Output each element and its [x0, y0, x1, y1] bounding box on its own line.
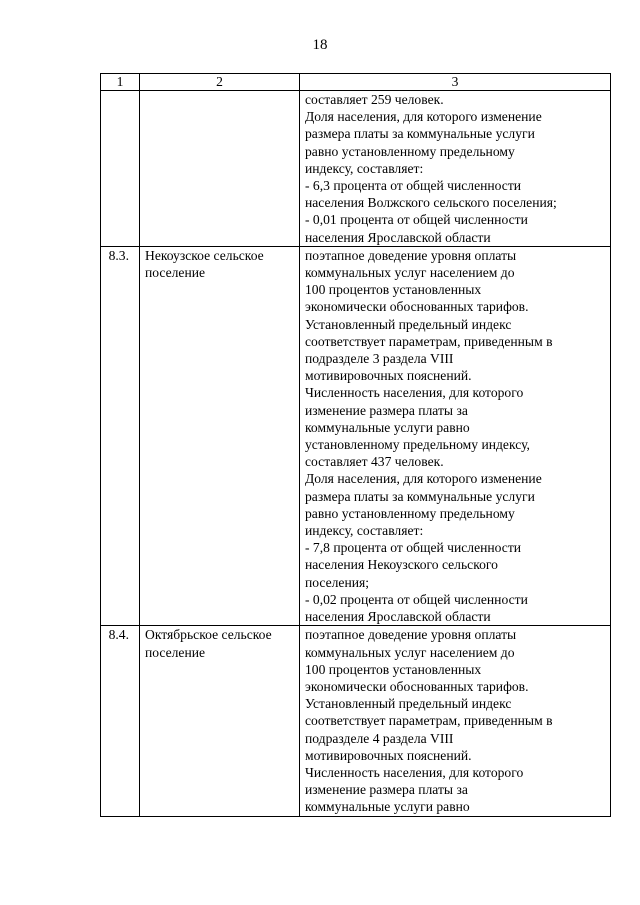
description-line: мотивировочных пояснений.: [305, 368, 472, 384]
description-line: размера платы за коммунальные услуги: [305, 488, 535, 504]
description-line: размера платы за коммунальные услуги: [305, 126, 535, 142]
description-line: равно установленному предельному: [305, 143, 515, 159]
description-line: коммунальных услуг населением до: [305, 644, 515, 660]
description-line: поэтапное доведение уровня оплаты: [305, 627, 517, 643]
tariff-table: [100, 73, 611, 817]
description-line: - 7,8 процента от общей численности: [305, 540, 522, 556]
header-cell-3: 3: [300, 74, 611, 91]
description-line: населения Ярославской области: [305, 229, 491, 245]
table-body: [101, 91, 611, 817]
table-row: [101, 91, 611, 247]
description-line: поэтапное доведение уровня оплаты: [305, 247, 517, 263]
description-line: - 0,01 процента от общей численности: [305, 212, 528, 228]
description-line: Установленный предельный индекс: [305, 316, 512, 332]
settlement-name-line: поселение: [145, 265, 206, 281]
description-line: поселения;: [305, 574, 370, 590]
settlement-name-cell: [140, 91, 300, 247]
description-line: Установленный предельный индекс: [305, 696, 512, 712]
row-number-cell: 8.4.: [101, 626, 140, 816]
description-line: Численность населения, для которого: [305, 385, 524, 401]
description-line: соответствует параметрам, приведенным в: [305, 713, 553, 729]
description-line: установленному предельному индексу,: [305, 437, 530, 453]
settlement-name-cell: [140, 626, 300, 816]
description-line: изменение размера платы за: [305, 402, 468, 418]
description-line: составляет 259 человек.: [305, 92, 444, 107]
description-line: равно установленному предельному: [305, 505, 515, 521]
table-header-row: [101, 74, 611, 91]
page-number: 18: [312, 37, 328, 53]
description-line: населения Ярославской области: [305, 609, 491, 625]
description-line: индексу, составляет:: [305, 160, 424, 176]
description-line: соответствует параметрам, приведенным в: [305, 333, 553, 349]
settlement-name-line: поселение: [145, 644, 206, 660]
description-line: экономически обоснованных тарифов.: [305, 299, 529, 315]
description-line: экономически обоснованных тарифов.: [305, 678, 529, 694]
row-number-cell: 8.3.: [101, 246, 140, 625]
description-line: Доля населения, для которого изменение: [305, 109, 542, 125]
settlement-name-cell: [140, 246, 300, 625]
description-line: индексу, составляет:: [305, 523, 424, 539]
description-cell: [300, 246, 611, 625]
description-line: - 6,3 процента от общей численности: [305, 178, 522, 194]
table-row: [101, 626, 611, 816]
header-cell-1: 1: [101, 74, 140, 91]
row-number-cell: [101, 91, 140, 247]
description-line: составляет 437 человек.: [305, 454, 444, 470]
description-line: населения Некоузского сельского: [305, 557, 498, 573]
description-line: коммунальные услуги равно: [305, 419, 470, 435]
description-line: 100 процентов установленных: [305, 282, 482, 298]
settlement-name-line: Октябрьское сельское: [145, 627, 272, 643]
description-line: - 0,02 процента от общей численности: [305, 591, 528, 607]
description-line: 100 процентов установленных: [305, 661, 482, 677]
description-line: подразделе 3 раздела VIII: [305, 351, 454, 367]
description-line: коммунальных услуг населением до: [305, 265, 515, 281]
description-line: изменение размера платы за: [305, 782, 468, 798]
description-line: Доля населения, для которого изменение: [305, 471, 542, 487]
description-line: мотивировочных пояснений.: [305, 747, 472, 763]
description-cell: [300, 626, 611, 816]
header-cell-2: 2: [140, 74, 300, 91]
description-line: коммунальные услуги равно: [305, 799, 470, 815]
description-line: населения Волжского сельского поселения;: [305, 195, 557, 211]
table-row: [101, 246, 611, 625]
description-line: Численность населения, для которого: [305, 764, 524, 780]
description-cell: [300, 91, 611, 247]
description-line: подразделе 4 раздела VIII: [305, 730, 454, 746]
settlement-name-line: Некоузское сельское: [145, 247, 264, 263]
